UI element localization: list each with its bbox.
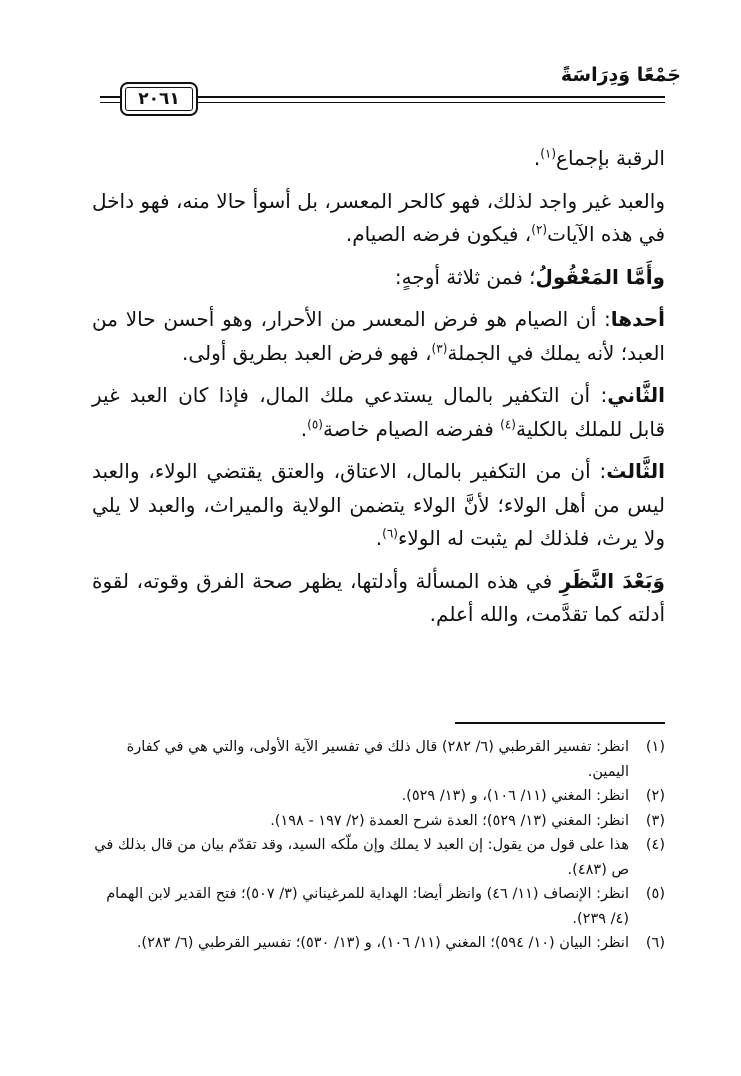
p7-lead: وَبَعْدَ النَّظَرِ (559, 568, 665, 593)
footnote-item (92, 833, 665, 882)
paragraph-3 (92, 261, 665, 295)
paragraph-4 (92, 303, 665, 370)
p2-text-b: ، فيكون فرضه الصيام. (345, 222, 532, 246)
footnote-ref: (١) (540, 146, 557, 161)
p6-end: . (375, 526, 383, 550)
footnote-ref: (٦) (382, 526, 398, 541)
page-number: ٢٠٦١ (120, 82, 198, 116)
footnote-number: (١) (645, 739, 665, 755)
paragraph-2 (92, 185, 665, 252)
running-header-title: جَمْعًا وَدِرَاسَةً (560, 64, 681, 86)
main-text (92, 142, 665, 632)
footnote-number: (٤) (645, 837, 665, 853)
footnote-text: انظر: الإنصاف (١١/ ٤٦) وانظر أيضا: الهداية للمرغيناني (٣/ ٥٠٧)؛ فتح القدير لابن الهمام (٤/ ٢٣٩). (106, 886, 629, 927)
p3-lead: وأَمَّا المَعْقُولُ (535, 264, 665, 289)
p5-text-a: : أن التكفير بالمال يستدعي ملك المال، فإذا كان العبد غير قابل للملك بالكلية (92, 383, 665, 441)
footnote-item (92, 931, 665, 956)
footnote-text: هذا على قول من يقول: إن العبد لا يملك وإن ملّكه السيد، وقد تقدّم بيان من قال بذلك في ص (٤٨٣). (94, 837, 629, 878)
footnote-number: (٦) (645, 935, 665, 951)
p6-lead: الثَّالث (606, 459, 665, 483)
footnote-item (92, 882, 665, 931)
p4-lead: أحدها (610, 307, 665, 331)
footnote-item (92, 735, 665, 784)
footnote-item (92, 809, 665, 834)
p5-lead: الثَّاني (607, 383, 665, 407)
p1-text: الرقبة بإجماع (556, 146, 665, 170)
p1-end: . (533, 146, 541, 170)
footnote-ref: (٢) (531, 222, 548, 237)
p6-text-a: : أن من التكفير بالمال، الاعتاق، والعتق يقتضي الولاء، والعبد ليس من أهل الولاء؛ لأنَّ الولاء يتضمن الولاية والميراث، والعبد لا يلي ولا يرث، فلذلك لم يثبت له الولاء (92, 459, 665, 550)
p4-text-a: : أن الصيام هو فرض المعسر من الأحرار، وهو أحسن حالا من العبد؛ لأنه يملك في الجملة (92, 307, 665, 365)
p2-text-a: والعبد غير واجد لذلك، فهو كالحر المعسر، بل أسوأ حالا منه، فهو داخل في هذه الآيات (92, 188, 665, 246)
footnote-number: (٥) (645, 886, 665, 902)
footnote-ref: (٤) (500, 416, 516, 431)
p5-text-b: ففرضه الصيام خاصة (322, 416, 501, 441)
footnote-text: انظر: المغني (١٣/ ٥٢٩)؛ العدة شرح العمدة (٢/ ١٩٧ - ١٩٨). (270, 812, 629, 829)
footnote-text: انظر: تفسير القرطبي (٦/ ٢٨٢) قال ذلك في تفسير الآية الأولى، والتي هي في كفارة اليمين. (126, 739, 629, 780)
footnote-text: انظر: المغني (١١/ ١٠٦)، و (١٣/ ٥٢٩). (401, 788, 629, 804)
paragraph-5 (92, 379, 665, 446)
footnote-number: (٢) (645, 788, 665, 804)
footnote-ref: (٥) (307, 416, 323, 431)
p4-text-b: ، فهو فرض العبد بطريق أولى. (181, 340, 432, 365)
paragraph-6 (92, 455, 665, 556)
footnote-text: انظر: البيان (١٠/ ٥٩٤)؛ المغني (١١/ ١٠٦)، و (١٣/ ٥٣٠)؛ تفسير القرطبي (٦/ ٢٨٣). (136, 935, 629, 951)
paragraph-1 (92, 142, 665, 176)
p3-text: ؛ فمن ثلاثة أوجهٍ: (394, 264, 536, 289)
p5-end: . (300, 416, 308, 441)
footnote-number: (٣) (645, 812, 665, 829)
footnotes (92, 735, 665, 956)
footnote-ref: (٣) (431, 340, 448, 355)
p7-text: في هذه المسألة وأدلتها، يظهر صحة الفرق وقوته، لقوة أدلته كما تقدَّمت، والله أعلم. (92, 568, 665, 626)
footnote-separator (455, 722, 665, 724)
paragraph-7 (92, 565, 665, 632)
footnote-item (92, 784, 665, 809)
